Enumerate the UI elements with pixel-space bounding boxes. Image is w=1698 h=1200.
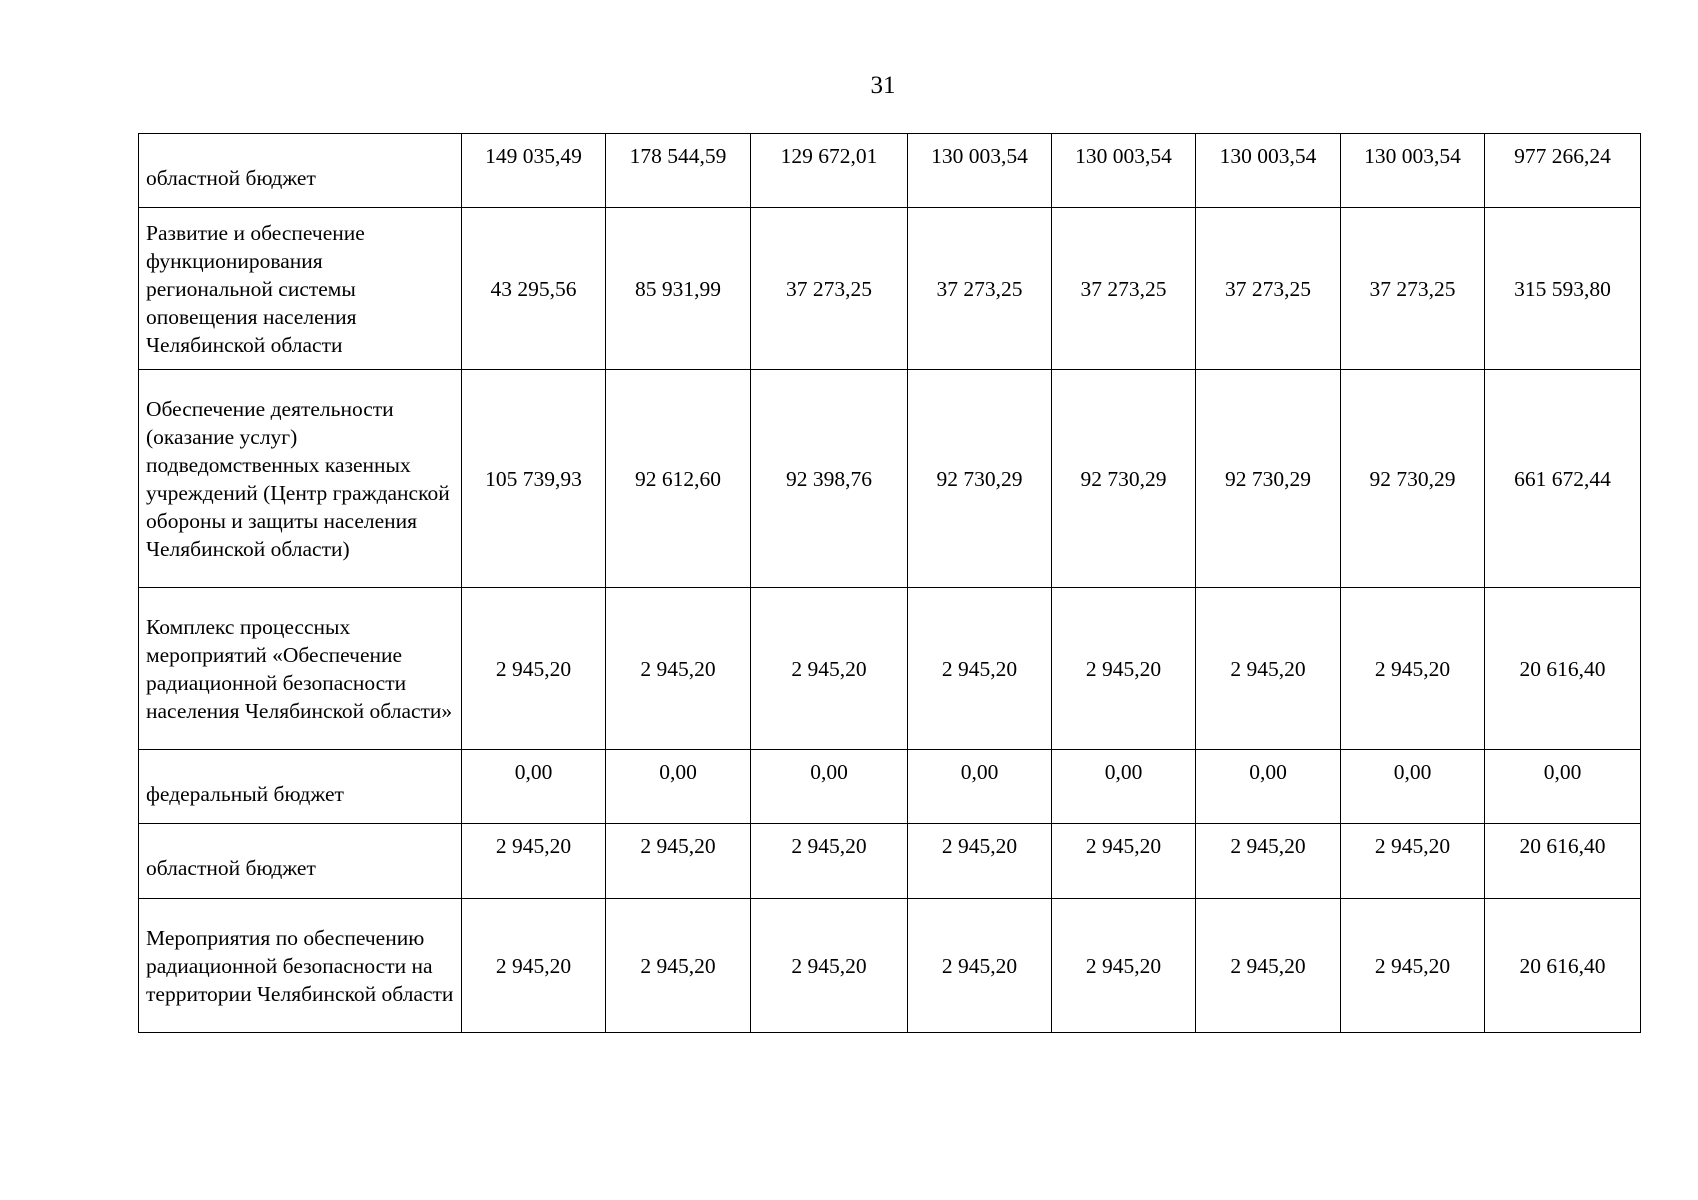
table-cell: 2 945,20: [1052, 824, 1196, 899]
table-cell: 92 398,76: [751, 370, 908, 588]
table-cell: 0,00: [908, 750, 1052, 824]
table-cell: 2 945,20: [1196, 899, 1341, 1033]
table-cell: 0,00: [751, 750, 908, 824]
table-cell: 37 273,25: [908, 208, 1052, 370]
table-cell: 0,00: [1341, 750, 1485, 824]
table-cell: 2 945,20: [751, 588, 908, 750]
table-cell: 43 295,56: [462, 208, 606, 370]
table-cell: 85 931,99: [606, 208, 751, 370]
table-cell: 37 273,25: [1196, 208, 1341, 370]
table-row: [139, 208, 1641, 370]
table-row: [139, 899, 1641, 1033]
table-cell: 2 945,20: [908, 899, 1052, 1033]
table-cell: 315 593,80: [1485, 208, 1641, 370]
table-cell: 2 945,20: [606, 899, 751, 1033]
row-label: областной бюджет: [139, 824, 462, 899]
table-cell: 2 945,20: [462, 899, 606, 1033]
row-label: Мероприятия по обеспечению радиационной безопасности на территории Челябинской области: [139, 899, 462, 1033]
table-cell: 2 945,20: [1196, 588, 1341, 750]
table-cell: 2 945,20: [908, 824, 1052, 899]
table-cell: 92 730,29: [1196, 370, 1341, 588]
table-cell: 2 945,20: [606, 588, 751, 750]
table-cell: 2 945,20: [1341, 588, 1485, 750]
row-label: областной бюджет: [139, 134, 462, 208]
table-cell: 2 945,20: [1341, 899, 1485, 1033]
table-cell: 130 003,54: [1341, 134, 1485, 208]
table-row: [139, 824, 1641, 899]
table-cell: 0,00: [1196, 750, 1341, 824]
table-cell: 0,00: [462, 750, 606, 824]
table-cell: 2 945,20: [751, 824, 908, 899]
table-cell: 37 273,25: [1052, 208, 1196, 370]
table-cell: 0,00: [606, 750, 751, 824]
table-cell: 977 266,24: [1485, 134, 1641, 208]
table-cell: 2 945,20: [751, 899, 908, 1033]
page-number: 31: [870, 72, 896, 99]
table-row: [139, 134, 1641, 208]
row-label: Обеспечение деятельности (оказание услуг) подведомственных казенных учреждений (Центр гражданской обороны и защиты населения Челябинской области): [139, 370, 462, 588]
table-cell: 20 616,40: [1485, 824, 1641, 899]
table-cell: 2 945,20: [1052, 588, 1196, 750]
table-cell: 92 612,60: [606, 370, 751, 588]
table-cell: 20 616,40: [1485, 899, 1641, 1033]
table-cell: 2 945,20: [1341, 824, 1485, 899]
table-cell: 178 544,59: [606, 134, 751, 208]
table-cell: 2 945,20: [462, 824, 606, 899]
table-row: [139, 750, 1641, 824]
table-cell: 0,00: [1485, 750, 1641, 824]
row-label: Комплекс процессных мероприятий «Обеспечение радиационной безопасности населения Челябинской области»: [139, 588, 462, 750]
table-cell: 92 730,29: [908, 370, 1052, 588]
table-cell: 130 003,54: [908, 134, 1052, 208]
table-cell: 2 945,20: [1196, 824, 1341, 899]
table-cell: 2 945,20: [908, 588, 1052, 750]
table-cell: 661 672,44: [1485, 370, 1641, 588]
table-cell: 130 003,54: [1196, 134, 1341, 208]
table-cell: 20 616,40: [1485, 588, 1641, 750]
table-cell: 129 672,01: [751, 134, 908, 208]
table-cell: 130 003,54: [1052, 134, 1196, 208]
table-cell: 92 730,29: [1052, 370, 1196, 588]
table-cell: 0,00: [1052, 750, 1196, 824]
table-cell: 37 273,25: [1341, 208, 1485, 370]
table-cell: 2 945,20: [1052, 899, 1196, 1033]
table-cell: 105 739,93: [462, 370, 606, 588]
table-cell: 37 273,25: [751, 208, 908, 370]
budget-table: [138, 133, 1641, 1033]
table-cell: 149 035,49: [462, 134, 606, 208]
table-cell: 2 945,20: [606, 824, 751, 899]
table-row: [139, 370, 1641, 588]
table-cell: 2 945,20: [462, 588, 606, 750]
table-row: [139, 588, 1641, 750]
table-cell: 92 730,29: [1341, 370, 1485, 588]
row-label: Развитие и обеспечение функционирования региональной системы оповещения населения Челябинской области: [139, 208, 462, 370]
row-label: федеральный бюджет: [139, 750, 462, 824]
